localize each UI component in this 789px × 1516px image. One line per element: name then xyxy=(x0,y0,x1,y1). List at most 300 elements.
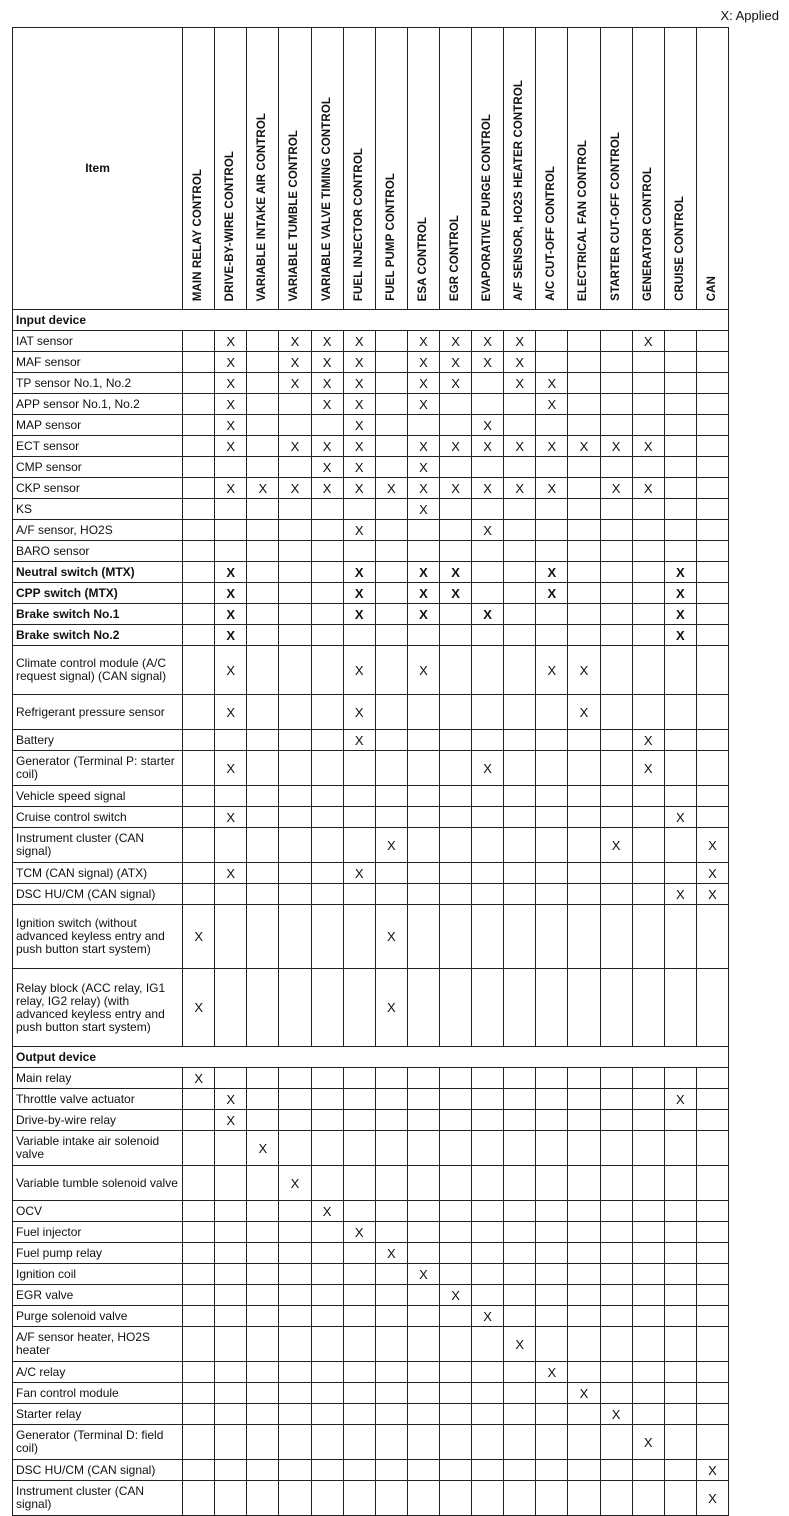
matrix-cell xyxy=(183,331,215,352)
matrix-cell xyxy=(407,1383,439,1404)
matrix-cell xyxy=(472,1383,504,1404)
matrix-cell xyxy=(632,583,664,604)
applied-control-matrix xyxy=(12,27,729,1516)
column-header-15 xyxy=(632,28,664,310)
matrix-cell xyxy=(439,884,471,905)
matrix-cell xyxy=(247,730,279,751)
matrix-cell xyxy=(472,905,504,969)
matrix-cell xyxy=(696,1264,728,1285)
matrix-cell xyxy=(536,1131,568,1166)
column-header-label: STARTER CUT-OFF CONTROL xyxy=(609,132,622,301)
matrix-cell xyxy=(664,695,696,730)
matrix-cell xyxy=(664,730,696,751)
matrix-cell xyxy=(568,1131,600,1166)
matrix-cell xyxy=(504,807,536,828)
matrix-cell xyxy=(504,1110,536,1131)
matrix-cell xyxy=(472,583,504,604)
matrix-cell xyxy=(343,969,375,1047)
matrix-cell xyxy=(407,1481,439,1516)
row-item-label: DSC HU/CM (CAN signal) xyxy=(13,884,183,905)
matrix-cell xyxy=(183,478,215,499)
matrix-cell xyxy=(343,1243,375,1264)
matrix-cell xyxy=(183,457,215,478)
matrix-cell: X xyxy=(439,436,471,457)
matrix-cell xyxy=(664,1481,696,1516)
matrix-cell xyxy=(472,1166,504,1201)
matrix-cell xyxy=(632,1243,664,1264)
matrix-cell xyxy=(632,1068,664,1089)
matrix-cell xyxy=(504,1131,536,1166)
matrix-cell xyxy=(568,828,600,863)
matrix-cell xyxy=(375,1201,407,1222)
matrix-cell: X xyxy=(472,415,504,436)
matrix-cell xyxy=(407,520,439,541)
matrix-cell: X xyxy=(343,863,375,884)
matrix-cell xyxy=(375,394,407,415)
row-item-label: Cruise control switch xyxy=(13,807,183,828)
matrix-cell xyxy=(279,807,311,828)
matrix-cell xyxy=(279,625,311,646)
matrix-cell: X xyxy=(343,373,375,394)
matrix-cell xyxy=(536,1425,568,1460)
matrix-cell xyxy=(439,1201,471,1222)
matrix-cell xyxy=(375,1089,407,1110)
matrix-cell xyxy=(632,695,664,730)
row-item-label: MAP sensor xyxy=(13,415,183,436)
matrix-cell: X xyxy=(343,583,375,604)
matrix-cell xyxy=(568,1201,600,1222)
matrix-cell xyxy=(183,541,215,562)
matrix-cell xyxy=(407,1460,439,1481)
matrix-cell xyxy=(664,457,696,478)
matrix-cell xyxy=(600,695,632,730)
table-row xyxy=(13,604,729,625)
matrix-cell xyxy=(279,1383,311,1404)
matrix-cell: X xyxy=(504,331,536,352)
matrix-cell xyxy=(279,751,311,786)
table-row xyxy=(13,436,729,457)
matrix-cell xyxy=(247,1383,279,1404)
matrix-cell xyxy=(600,583,632,604)
row-item-label: Purge solenoid valve xyxy=(13,1306,183,1327)
matrix-cell: X xyxy=(215,695,247,730)
matrix-cell xyxy=(247,1243,279,1264)
matrix-cell xyxy=(311,583,343,604)
matrix-cell xyxy=(407,1362,439,1383)
matrix-cell xyxy=(375,1425,407,1460)
column-header-12 xyxy=(536,28,568,310)
matrix-cell xyxy=(183,415,215,436)
matrix-cell xyxy=(600,1068,632,1089)
matrix-cell xyxy=(696,1110,728,1131)
matrix-cell xyxy=(472,394,504,415)
matrix-cell xyxy=(696,1201,728,1222)
matrix-cell xyxy=(696,695,728,730)
matrix-cell xyxy=(183,786,215,807)
matrix-cell xyxy=(311,1404,343,1425)
column-header-5 xyxy=(311,28,343,310)
matrix-cell xyxy=(696,730,728,751)
matrix-cell xyxy=(504,1201,536,1222)
matrix-cell xyxy=(215,884,247,905)
table-row xyxy=(13,583,729,604)
row-item-label: Fan control module xyxy=(13,1383,183,1404)
matrix-cell xyxy=(311,1306,343,1327)
matrix-cell xyxy=(664,1425,696,1460)
row-item-label: Neutral switch (MTX) xyxy=(13,562,183,583)
matrix-cell: X xyxy=(343,415,375,436)
matrix-cell xyxy=(247,905,279,969)
matrix-cell xyxy=(664,1327,696,1362)
matrix-cell xyxy=(279,1425,311,1460)
matrix-cell xyxy=(568,1222,600,1243)
matrix-cell xyxy=(696,969,728,1047)
matrix-cell: X xyxy=(600,436,632,457)
matrix-cell xyxy=(183,562,215,583)
matrix-cell xyxy=(600,807,632,828)
section-title: Input device xyxy=(13,310,729,331)
matrix-cell: X xyxy=(343,1222,375,1243)
matrix-cell xyxy=(183,695,215,730)
matrix-cell xyxy=(247,520,279,541)
matrix-cell xyxy=(183,1383,215,1404)
matrix-cell: X xyxy=(279,478,311,499)
matrix-cell xyxy=(183,1201,215,1222)
matrix-cell: X xyxy=(664,807,696,828)
matrix-cell: X xyxy=(279,331,311,352)
matrix-cell: X xyxy=(536,562,568,583)
matrix-cell xyxy=(472,1089,504,1110)
matrix-cell xyxy=(215,499,247,520)
column-header-14 xyxy=(600,28,632,310)
matrix-cell xyxy=(696,1327,728,1362)
matrix-cell xyxy=(247,457,279,478)
matrix-cell xyxy=(439,1131,471,1166)
matrix-cell xyxy=(568,1166,600,1201)
matrix-cell xyxy=(664,1362,696,1383)
matrix-cell xyxy=(472,457,504,478)
matrix-cell xyxy=(472,1362,504,1383)
matrix-cell: X xyxy=(600,828,632,863)
matrix-cell: X xyxy=(407,499,439,520)
matrix-cell xyxy=(343,905,375,969)
matrix-cell xyxy=(311,695,343,730)
matrix-cell xyxy=(696,499,728,520)
matrix-cell xyxy=(343,751,375,786)
matrix-cell: X xyxy=(407,373,439,394)
matrix-cell xyxy=(183,583,215,604)
matrix-cell xyxy=(664,646,696,695)
matrix-cell xyxy=(343,1201,375,1222)
row-item-label: A/F sensor heater, HO2S heater xyxy=(13,1327,183,1362)
matrix-cell: X xyxy=(183,969,215,1047)
row-item-label: Main relay xyxy=(13,1068,183,1089)
matrix-cell: X xyxy=(696,863,728,884)
matrix-cell xyxy=(343,1460,375,1481)
matrix-cell xyxy=(311,828,343,863)
table-row xyxy=(13,646,729,695)
matrix-cell xyxy=(279,730,311,751)
matrix-cell: X xyxy=(407,562,439,583)
matrix-cell: X xyxy=(311,436,343,457)
column-header-label: ELECTRICAL FAN CONTROL xyxy=(577,139,590,301)
matrix-cell xyxy=(247,1306,279,1327)
matrix-cell xyxy=(632,1166,664,1201)
matrix-cell xyxy=(311,1089,343,1110)
matrix-cell xyxy=(696,1068,728,1089)
column-header-label: A/C CUT-OFF CONTROL xyxy=(545,166,558,301)
matrix-cell xyxy=(407,1166,439,1201)
table-row xyxy=(13,1404,729,1425)
matrix-cell xyxy=(568,905,600,969)
matrix-cell: X xyxy=(407,646,439,695)
matrix-cell xyxy=(183,1285,215,1306)
matrix-cell xyxy=(536,1201,568,1222)
matrix-cell: X xyxy=(407,457,439,478)
matrix-cell xyxy=(375,695,407,730)
matrix-cell xyxy=(407,1131,439,1166)
matrix-cell xyxy=(247,807,279,828)
matrix-cell: X xyxy=(439,1285,471,1306)
matrix-cell xyxy=(343,625,375,646)
matrix-cell: X xyxy=(504,436,536,457)
column-header-4 xyxy=(279,28,311,310)
matrix-cell: X xyxy=(439,562,471,583)
matrix-cell xyxy=(600,1460,632,1481)
table-row xyxy=(13,562,729,583)
matrix-cell xyxy=(632,807,664,828)
matrix-cell xyxy=(215,905,247,969)
matrix-cell: X xyxy=(536,436,568,457)
matrix-cell xyxy=(568,331,600,352)
matrix-cell xyxy=(215,1285,247,1306)
matrix-cell xyxy=(247,646,279,695)
matrix-cell xyxy=(343,1481,375,1516)
matrix-cell xyxy=(536,1306,568,1327)
column-header-13 xyxy=(568,28,600,310)
matrix-cell xyxy=(600,1306,632,1327)
matrix-cell xyxy=(664,1383,696,1404)
matrix-cell: X xyxy=(504,373,536,394)
matrix-cell xyxy=(472,625,504,646)
matrix-cell xyxy=(632,625,664,646)
matrix-cell xyxy=(568,457,600,478)
table-row xyxy=(13,1306,729,1327)
table-row xyxy=(13,1481,729,1516)
matrix-cell xyxy=(696,1166,728,1201)
matrix-cell xyxy=(439,1425,471,1460)
matrix-cell xyxy=(279,695,311,730)
matrix-cell xyxy=(279,562,311,583)
matrix-cell xyxy=(472,1327,504,1362)
matrix-cell xyxy=(568,499,600,520)
matrix-cell xyxy=(439,905,471,969)
matrix-cell xyxy=(375,730,407,751)
matrix-cell: X xyxy=(343,562,375,583)
row-item-label: Variable tumble solenoid valve xyxy=(13,1166,183,1201)
matrix-cell xyxy=(600,863,632,884)
matrix-cell: X xyxy=(279,373,311,394)
matrix-cell xyxy=(504,1068,536,1089)
matrix-cell xyxy=(439,863,471,884)
matrix-cell xyxy=(568,541,600,562)
matrix-cell xyxy=(664,478,696,499)
matrix-cell: X xyxy=(343,520,375,541)
matrix-cell xyxy=(183,352,215,373)
matrix-cell xyxy=(568,520,600,541)
matrix-cell xyxy=(600,499,632,520)
matrix-cell xyxy=(311,905,343,969)
column-header-label: EVAPORATIVE PURGE CONTROL xyxy=(481,113,494,301)
matrix-cell xyxy=(600,625,632,646)
matrix-cell xyxy=(247,1089,279,1110)
matrix-cell xyxy=(183,646,215,695)
matrix-cell xyxy=(504,1306,536,1327)
matrix-cell xyxy=(375,751,407,786)
matrix-cell xyxy=(504,415,536,436)
matrix-cell xyxy=(279,1481,311,1516)
matrix-cell xyxy=(472,828,504,863)
matrix-cell xyxy=(247,583,279,604)
matrix-cell xyxy=(375,1481,407,1516)
matrix-cell xyxy=(311,541,343,562)
table-row xyxy=(13,1285,729,1306)
column-header-label: ESA CONTROL xyxy=(416,216,429,301)
matrix-cell: X xyxy=(632,331,664,352)
matrix-cell xyxy=(247,415,279,436)
matrix-cell xyxy=(536,1404,568,1425)
matrix-cell: X xyxy=(215,478,247,499)
matrix-cell xyxy=(247,828,279,863)
matrix-cell xyxy=(664,394,696,415)
matrix-cell xyxy=(632,1089,664,1110)
matrix-cell xyxy=(568,1404,600,1425)
matrix-cell xyxy=(439,1243,471,1264)
matrix-cell xyxy=(375,1131,407,1166)
table-row xyxy=(13,1425,729,1460)
matrix-cell: X xyxy=(504,478,536,499)
matrix-cell xyxy=(664,373,696,394)
matrix-cell xyxy=(568,394,600,415)
matrix-cell xyxy=(504,786,536,807)
matrix-cell xyxy=(343,1285,375,1306)
matrix-cell xyxy=(664,331,696,352)
matrix-cell xyxy=(568,1460,600,1481)
matrix-cell xyxy=(568,583,600,604)
matrix-cell xyxy=(568,863,600,884)
matrix-cell xyxy=(279,1404,311,1425)
matrix-cell xyxy=(407,695,439,730)
matrix-cell xyxy=(311,1285,343,1306)
row-item-label: A/C relay xyxy=(13,1362,183,1383)
matrix-cell xyxy=(343,1110,375,1131)
matrix-cell xyxy=(536,1327,568,1362)
matrix-cell xyxy=(568,884,600,905)
matrix-cell xyxy=(215,1327,247,1362)
row-item-label: Relay block (ACC relay, IG1 relay, IG2 relay) (with advanced keyless entry and push button start system) xyxy=(13,969,183,1047)
matrix-cell: X xyxy=(568,1383,600,1404)
matrix-cell xyxy=(311,751,343,786)
matrix-cell xyxy=(536,541,568,562)
matrix-cell xyxy=(439,1068,471,1089)
matrix-cell xyxy=(247,1166,279,1201)
matrix-cell xyxy=(183,1166,215,1201)
matrix-cell xyxy=(536,828,568,863)
matrix-cell xyxy=(279,394,311,415)
matrix-cell xyxy=(536,331,568,352)
table-row xyxy=(13,1243,729,1264)
matrix-cell xyxy=(311,969,343,1047)
matrix-cell xyxy=(536,969,568,1047)
matrix-cell xyxy=(664,863,696,884)
matrix-cell xyxy=(407,969,439,1047)
row-item-label: CKP sensor xyxy=(13,478,183,499)
matrix-cell xyxy=(279,520,311,541)
matrix-cell xyxy=(600,969,632,1047)
matrix-cell: X xyxy=(439,478,471,499)
matrix-cell xyxy=(375,415,407,436)
matrix-cell xyxy=(664,415,696,436)
matrix-cell xyxy=(664,751,696,786)
matrix-cell xyxy=(600,352,632,373)
matrix-cell: X xyxy=(407,331,439,352)
matrix-cell xyxy=(504,541,536,562)
matrix-cell xyxy=(375,436,407,457)
matrix-cell: X xyxy=(279,436,311,457)
matrix-cell xyxy=(279,1243,311,1264)
matrix-cell xyxy=(215,1404,247,1425)
matrix-cell xyxy=(504,884,536,905)
matrix-cell xyxy=(279,1110,311,1131)
matrix-cell: X xyxy=(664,625,696,646)
row-item-label: Brake switch No.2 xyxy=(13,625,183,646)
matrix-cell xyxy=(696,478,728,499)
matrix-cell: X xyxy=(439,373,471,394)
matrix-cell xyxy=(375,625,407,646)
matrix-cell xyxy=(568,1285,600,1306)
matrix-cell: X xyxy=(311,457,343,478)
matrix-cell xyxy=(439,1481,471,1516)
column-header-label: CRUISE CONTROL xyxy=(673,196,686,301)
legend: X: Applied xyxy=(720,8,779,23)
matrix-cell xyxy=(407,1089,439,1110)
matrix-cell xyxy=(504,1362,536,1383)
matrix-cell xyxy=(247,541,279,562)
matrix-cell xyxy=(568,478,600,499)
matrix-cell xyxy=(311,1460,343,1481)
matrix-cell xyxy=(439,751,471,786)
table-row xyxy=(13,1362,729,1383)
matrix-cell xyxy=(568,1243,600,1264)
matrix-cell xyxy=(600,520,632,541)
matrix-cell xyxy=(215,1362,247,1383)
matrix-cell xyxy=(504,1404,536,1425)
matrix-cell: X xyxy=(439,331,471,352)
matrix-cell xyxy=(504,905,536,969)
matrix-cell: X xyxy=(536,394,568,415)
row-item-label: TP sensor No.1, No.2 xyxy=(13,373,183,394)
matrix-cell xyxy=(375,457,407,478)
matrix-cell xyxy=(504,457,536,478)
matrix-cell xyxy=(632,884,664,905)
matrix-cell xyxy=(247,625,279,646)
matrix-cell xyxy=(472,1222,504,1243)
matrix-cell xyxy=(536,1285,568,1306)
column-header-11 xyxy=(504,28,536,310)
matrix-cell xyxy=(247,1362,279,1383)
row-item-label: Instrument cluster (CAN signal) xyxy=(13,1481,183,1516)
matrix-cell xyxy=(568,373,600,394)
